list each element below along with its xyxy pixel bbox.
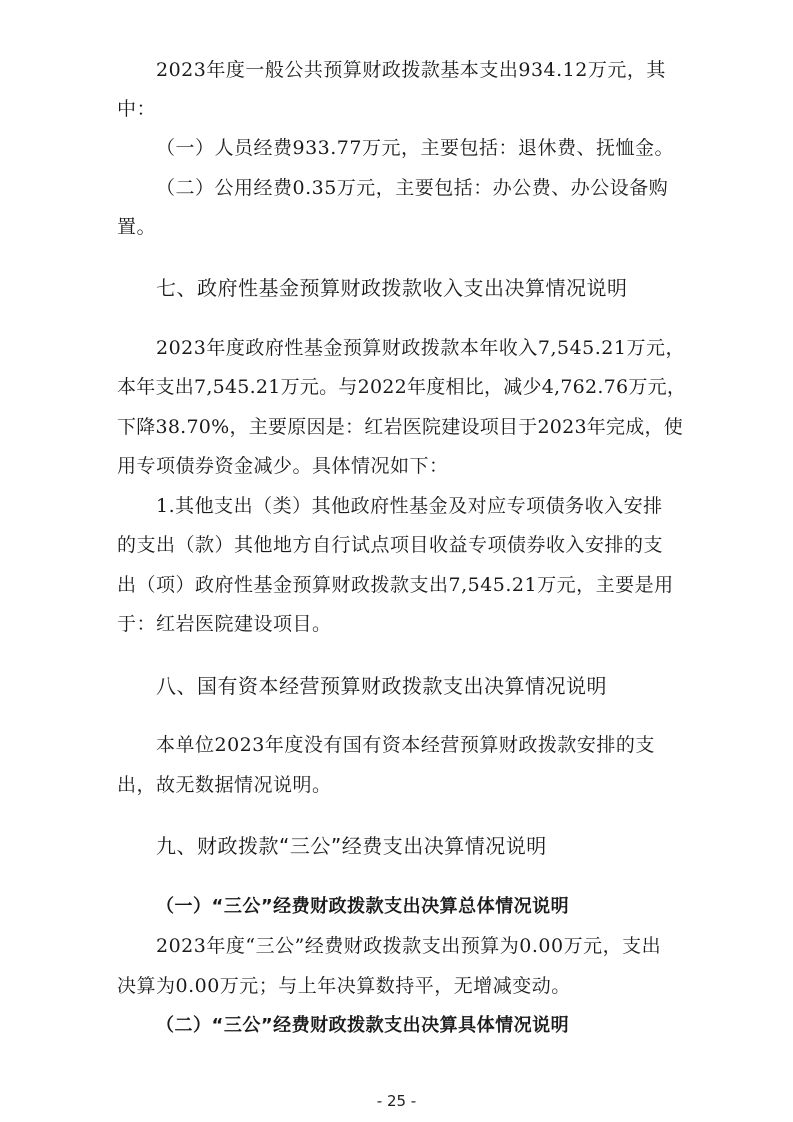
paragraph-line: 本年支出7,545.21万元。与2022年度相比，减少4,762.76万元， xyxy=(117,376,687,398)
paragraph-line: 决算为0.00万元；与上年决算数持平，无增减变动。 xyxy=(117,975,571,997)
subsection-heading: （二）“三公”经费财政拨款支出决算具体情况说明 xyxy=(156,1015,570,1036)
paragraph-line: 出，故无数据情况说明。 xyxy=(117,774,332,796)
paragraph-line: 置。 xyxy=(117,216,157,238)
paragraph-line: 下降38.70%，主要原因是：红岩医院建设项目于2023年完成，使 xyxy=(117,416,684,438)
subsection-heading: （一）“三公”经费财政拨款支出决算总体情况说明 xyxy=(156,896,570,917)
paragraph-line: 于：红岩医院建设项目。 xyxy=(117,613,332,635)
page-number: - 25 - xyxy=(376,1092,417,1110)
paragraph-line: 1.其他支出（类）其他政府性基金及对应专项债务收入安排 xyxy=(156,495,663,517)
section-heading-9: 九、财政拨款“三公”经费支出决算情况说明 xyxy=(156,834,547,858)
paragraph-line: 出（项）政府性基金预算财政拨款支出7,545.21万元，主要是用 xyxy=(117,574,674,596)
paragraph-line: 2023年度“三公”经费财政拨款支出预算为0.00万元，支出 xyxy=(156,935,662,957)
paragraph-line: 2023年度政府性基金预算财政拨款本年收入7,545.21万元， xyxy=(156,337,685,359)
paragraph-line: 用专项债券资金减少。具体情况如下： xyxy=(117,455,449,477)
paragraph-line: 本单位2023年度没有国有资本经营预算财政拨款安排的支 xyxy=(156,734,655,756)
paragraph-line: （二）公用经费0.35万元，主要包括：办公费、办公设备购 xyxy=(156,177,669,199)
paragraph-line: 的支出（款）其他地方自行试点项目收益专项债券收入安排的支 xyxy=(117,534,664,556)
section-heading-8: 八、国有资本经营预算财政拨款支出决算情况说明 xyxy=(156,674,607,698)
section-heading-7: 七、政府性基金预算财政拨款收入支出决算情况说明 xyxy=(156,276,628,300)
paragraph-line: 中： xyxy=(117,98,157,120)
paragraph-line: 2023年度一般公共预算财政拨款基本支出934.12万元，其 xyxy=(156,59,666,81)
paragraph-line: （一）人员经费933.77万元，主要包括：退休费、抚恤金。 xyxy=(156,137,674,159)
